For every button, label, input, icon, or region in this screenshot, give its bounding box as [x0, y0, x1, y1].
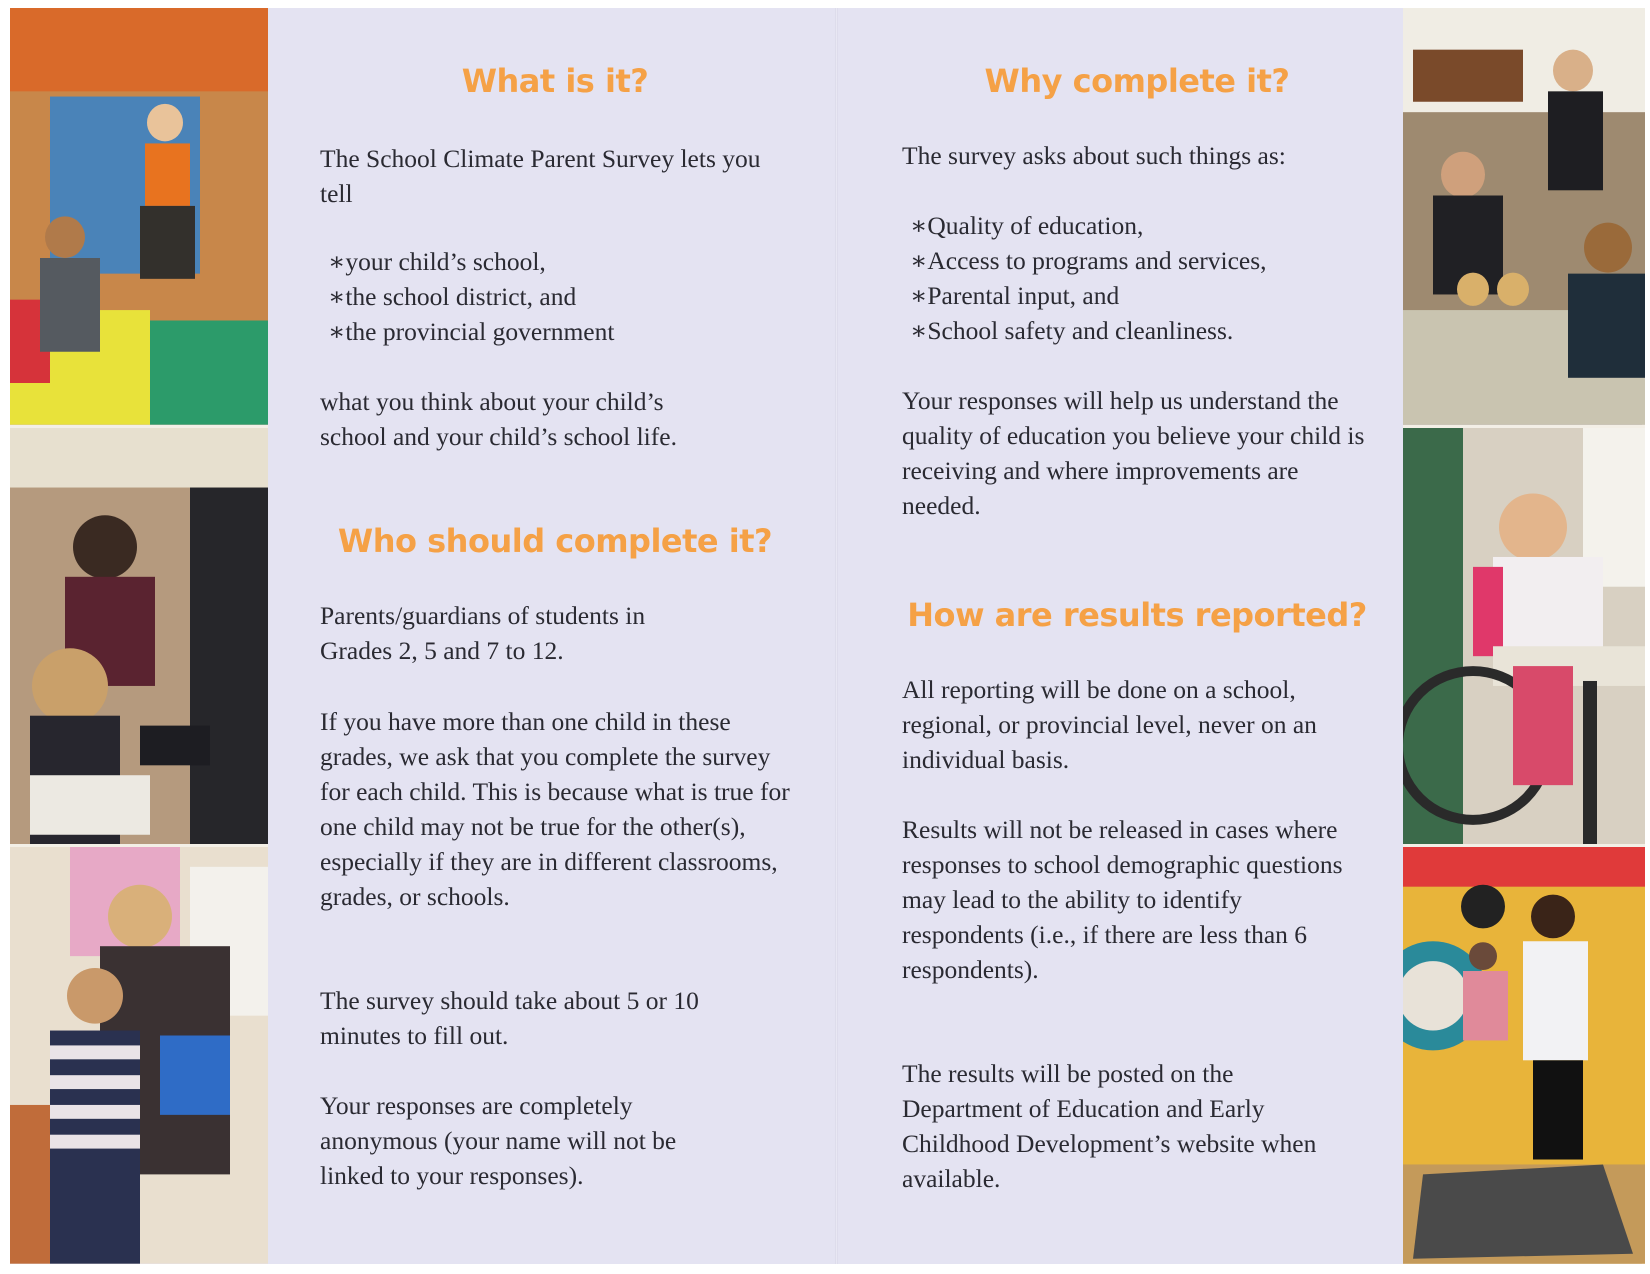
what-outro: what you think about your child’s school and your child’s school life. — [320, 387, 677, 451]
heading-how-reported: How are results reported? — [907, 596, 1367, 634]
photo-teacher-tablet — [10, 847, 268, 1264]
left-photo-strip — [10, 8, 268, 1264]
list-item: ∗ your child’s school, — [328, 244, 790, 279]
right-photo-strip — [1403, 8, 1645, 1264]
who-para-2: If you have more than one child in these grades, we ask that you complete the survey for each child. This is because what is true for one child may not be true for the other(s), especially if they are in different classrooms, grades, or schools. — [320, 707, 790, 911]
how-para-1: All reporting will be done on a school, regional, or provincial level, never on an individual basis. — [902, 675, 1317, 774]
list-item: ∗ the school district, and — [328, 279, 790, 314]
how-para-3: The results will be posted on the Department of Education and Early Childhood Development’s website when available. — [902, 1059, 1317, 1193]
who-para-1: Parents/guardians of students in Grades 2, 5 and 7 to 12. — [320, 601, 646, 665]
fold-crease — [835, 8, 838, 1264]
photo-dance-game — [1403, 847, 1645, 1264]
who-para-4: Your responses are completely anonymous (your name will not be linked to your responses). — [320, 1091, 677, 1190]
list-item: ∗ Access to programs and services, — [910, 243, 1372, 278]
photo-computer-lab — [10, 428, 268, 848]
how-para-2: Results will not be released in cases where responses to school demographic questions may lead to the ability to identify respondents (i.e., if there are less than 6 respondents). — [902, 815, 1343, 984]
heading-what-is-it: What is it? — [461, 62, 649, 100]
photo-music-class — [1403, 8, 1645, 428]
photo-student-wheelchair — [1403, 428, 1645, 848]
topics-list — [910, 208, 1372, 348]
list-item: ∗ School safety and cleanliness. — [910, 313, 1372, 348]
list-item: ∗ the provincial government — [328, 314, 790, 349]
why-intro: The survey asks about such things as: — [902, 141, 1286, 170]
list-item: ∗ Parental input, and — [910, 278, 1372, 313]
list-item: ∗ Quality of education, — [910, 208, 1372, 243]
why-outro: Your responses will help us understand the quality of education you believe your child is receiving and where improvements are needed. — [902, 386, 1365, 520]
who-para-3: The survey should take about 5 or 10 minutes to fill out. — [320, 986, 699, 1050]
panel-why-how — [902, 8, 1372, 1264]
what-intro: The School Climate Parent Survey lets you tell — [320, 144, 761, 208]
heading-why-complete: Why complete it? — [984, 62, 1290, 100]
photo-classroom-reading — [10, 8, 268, 428]
panel-what-who — [320, 8, 790, 1264]
heading-who-should-complete: Who should complete it? — [337, 522, 773, 560]
tell-list — [328, 244, 790, 349]
